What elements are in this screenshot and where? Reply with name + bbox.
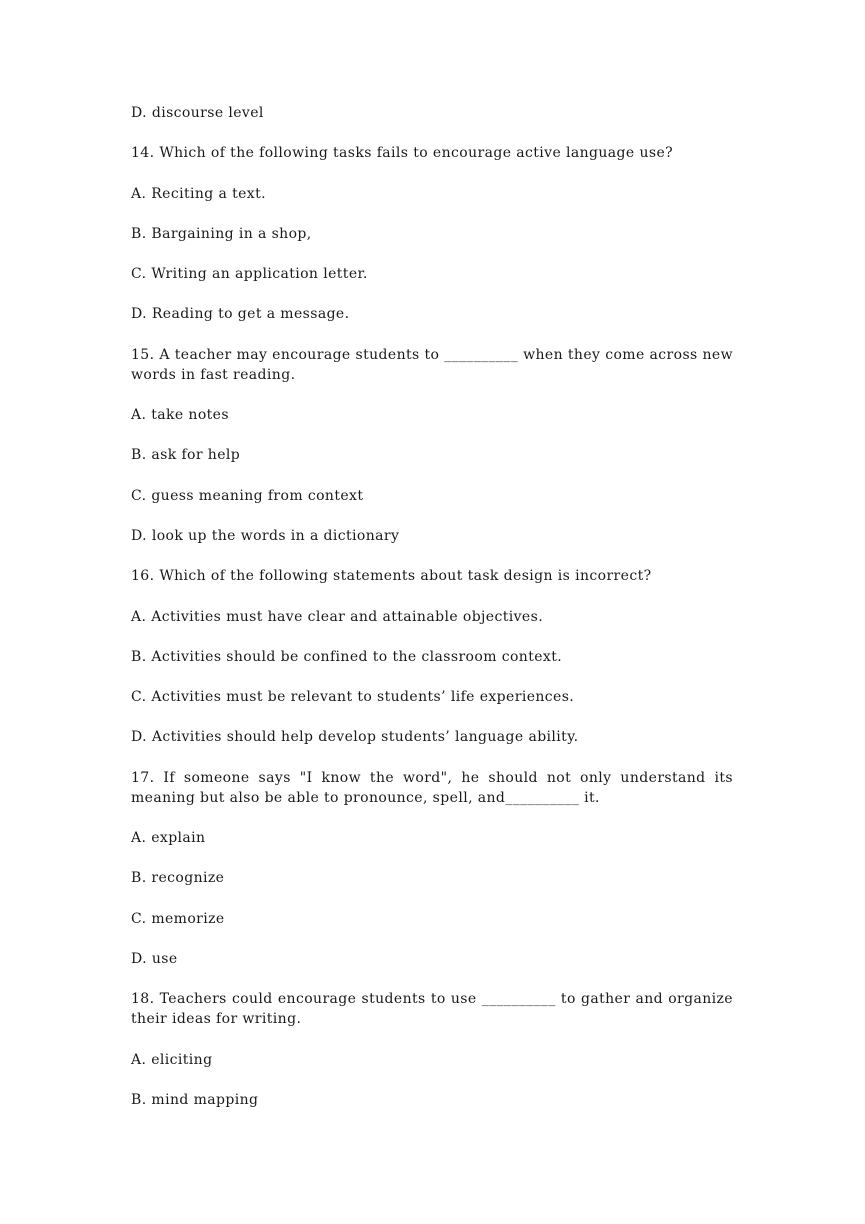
option-15-a: A. take notes xyxy=(131,407,229,424)
option-14-b: B. Bargaining in a shop, xyxy=(131,225,312,242)
document-content xyxy=(131,103,733,1130)
option-14-a: A. Reciting a text. xyxy=(131,185,266,202)
option-18-a: A. eliciting xyxy=(131,1051,213,1068)
option-13-d: D. discourse level xyxy=(131,105,264,121)
option-14-c: C. Writing an application letter. xyxy=(131,266,368,283)
question-16 xyxy=(131,566,733,586)
question-14-line-1: 14. Which of the following tasks fails to encourage active language use? xyxy=(131,145,674,162)
option-15-b: B. ask for help xyxy=(131,447,241,464)
option-18-b: B. mind mapping xyxy=(131,1091,259,1108)
question-17-line-1: 17. If someone says "I know the word", he should not only understand its xyxy=(131,769,733,786)
option-17-d: D. use xyxy=(131,950,178,967)
option-17-a: A. explain xyxy=(131,830,206,847)
option-17-c: C. memorize xyxy=(131,910,225,927)
option-15-c: C. guess meaning from context xyxy=(131,487,364,504)
question-14 xyxy=(131,143,733,163)
question-17 xyxy=(131,768,733,808)
option-16-c: C. Activities must be relevant to students’ life experiences. xyxy=(131,689,575,706)
option-17-b: B. recognize xyxy=(131,870,225,887)
option-16-d: D. Activities should help develop students’ language ability. xyxy=(131,729,579,746)
question-18-line-2: their ideas for writing. xyxy=(131,1011,302,1028)
question-15 xyxy=(131,345,733,385)
question-18 xyxy=(131,989,733,1029)
option-15-d: D. look up the words in a dictionary xyxy=(131,527,400,544)
question-16-line-1: 16. Which of the following statements about task design is incorrect? xyxy=(131,568,652,585)
question-18-line-1: 18. Teachers could encourage students to use __________ to gather and organize xyxy=(131,991,733,1008)
option-16-a: A. Activities must have clear and attainable objectives. xyxy=(131,608,544,625)
question-15-line-1: 15. A teacher may encourage students to __________ when they come across new xyxy=(131,346,733,363)
option-14-d: D. Reading to get a message. xyxy=(131,306,350,323)
option-16-b: B. Activities should be confined to the classroom context. xyxy=(131,648,563,665)
question-17-line-2: meaning but also be able to pronounce, spell, and__________ it. xyxy=(131,789,600,806)
question-15-line-2: words in fast reading. xyxy=(131,366,296,383)
